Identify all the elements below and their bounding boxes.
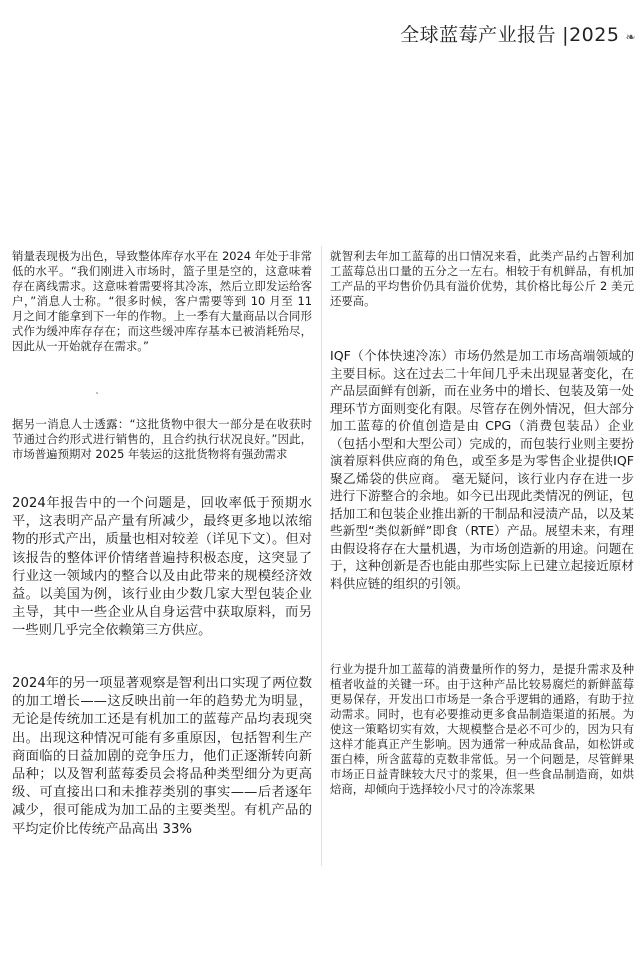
column-divider [321, 246, 322, 866]
right-paragraph-2: IQF（个体快速冷冻）市场仍然是加工市场高端领域的主要目标。这在过去二十年间几乎未出现显著变化，在产品层面鲜有创新，而在业务中的增长、包装及第一处理环节方面则变化有限。尽管存在例外情况，但大部分加工蓝莓的价值创造是由 CPG（消费包装品）企业（包括小型和大型公司）完成的，而包装行业则主要扮演着原料供应商的角色，或至多是为零售企业提供IQF聚乙烯袋的供应商。 毫无疑问，该行业内存在进一步进行下游整合的余地。如今已出现此类情况的例证，包括加工和包装企业推出新的干制品和浸渍产品，以及某些新型“类似新鲜”即食（RTE）产品。展望未来，有理由假设将存在大量机遇，为市场创造新的用途。问题在于，这种创新是否也能由那些实际上已建立起接近原材料供应链的组织的引领。 [330, 348, 634, 591]
report-header [400, 20, 636, 47]
left-paragraph-2: 据另一消息人士透露：“这批货物中很大一部分是在收获时节通过合约形式进行销售的，且合约执行状况良好。”因此，市场普遍预期对 2025 年装运的这批货物将有强劲需求 [12, 417, 312, 461]
right-paragraph-3: 行业为提升加工蓝莓的消费量所作的努力，是提升需求及种植者收益的关键一环。由于这种产品比较易腐烂的新鲜蓝莓更易保存，开发出口市场是一条合乎逻辑的通路，有助于拉动需求。同时，也有必要推动更多食品制造渠道的拓展。为使这一策略切实有效，大规模整合是必不可少的，因为只有这样才能真正产生影响。因为通常一种成品食品，如松饼或蛋白棒，所含蓝莓的克数非常低。另一个问题是，尽管鲜果市场正日益青睐较大尺寸的浆果，但一些食品制造商，如烘焙商，却倾向于选择较小尺寸的冷冻浆果 [330, 662, 634, 796]
left-paragraph-3: 2024年报告中的一个问题是，回收率低于预期水平，这表明产品产量有所减少，最终更多地以浓缩物的形式产出，质量也相对较差（详见下文）。但对该报告的整体评价情绪普遍持积极态度，这突显了行业这一领域内的整合以及由此带来的规模经济效益。以美国为例，该行业由少数几家大型包装企业主导，其中一些企业从自身运营中获取原料，而另一些则几乎完全依赖第三方供应。 [12, 496, 312, 639]
right-paragraph-1: 就智利去年加工蓝莓的出口情况来看，此类产品约占智利加工蓝莓总出口量的五分之一左右。相较于有机鲜品，有机加工产品的平均售价仍具有溢价优势，其价格比每公斤 2 美元还要高。 [330, 249, 634, 308]
left-paragraph-4: 2024年的另一项显著观察是智利出口实现了两位数的加工增长——这反映出前一年的趋势尤为明显，无论是传统加工还是有机加工的蓝莓产品均表现突出。出现这种情况可能有多重原因，包括智利生产商面临的日益加剧的竞争压力，他们正逐渐转向新品种；以及智利蓝莓委员会将品种类型细分为更高级、可直接出口和未推荐类别的事实——后者逐年减少，很可能成为加工品的主要类型。有机产品的平均定价比传统产品高出 33% [12, 676, 312, 837]
page-indicator-icon: ❧ [625, 30, 636, 44]
scan-speck [96, 392, 98, 394]
report-title: 全球蓝莓产业报告 [400, 24, 557, 46]
report-year: |2025 [562, 24, 620, 46]
left-paragraph-1: 销量表现极为出色，导致整体库存水平在 2024 年处于非常低的水平。“我们刚进入市场时，篮子里是空的，这意味着存在离线需求。这意味着需要将其冷冻，然后立即发运给客户，”消息人士称。“很多时候，客户需要等到 10 月至 11 月之间才能拿到下一年的作物。上一季有大量商品以合同形式作为缓冲库存存在；而这些缓冲库存基本已被消耗殆尽，因此从一开始就存在需求。” [12, 249, 312, 353]
